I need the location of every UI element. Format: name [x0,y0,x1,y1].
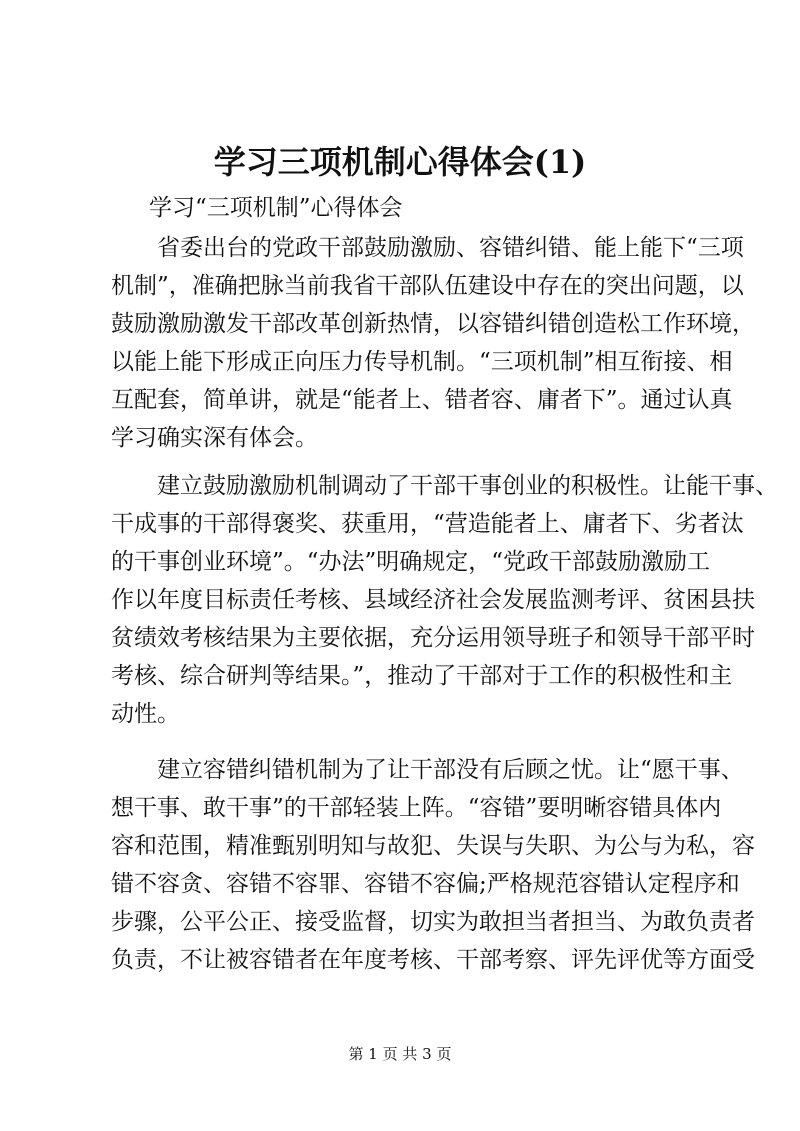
body-line: 鼓励激励激发干部改革创新热情，以容错纠错创造松工作环境， [111,311,755,337]
body-line: 想干事、敢干事”的干部轻装上阵。“容错”要明晰容错具体内 [111,795,722,821]
body-line: 错不容贪、容错不容罪、容错不容偏;严格规范容错认定程序和 [111,871,740,897]
body-line: 建立容错纠错机制为了让干部没有后顾之忧。让“愿干事、 [111,757,744,783]
document-subtitle: 学习“三项机制”心得体会 [149,195,403,221]
body-line: 步骤，公平公正、接受监督，切实为敢担当者担当、为敢负责者 [111,909,755,935]
body-line: 的干事创业环境”。“办法”明确规定，“党政干部鼓励激励工 [111,549,711,575]
body-line: 作以年度目标责任考核、县域经济社会发展监测考评、贫困县扶 [111,587,755,613]
body-line: 考核、综合研判等结果。”，推动了干部对于工作的积极性和主 [111,663,733,689]
body-line: 建立鼓励激励机制调动了干部干事创业的积极性。让能干事、 [111,473,778,499]
document-title: 学习三项机制心得体会(1) [213,143,587,181]
body-line: 机制”，准确把脉当前我省干部队伍建设中存在的突出问题，以 [111,273,744,299]
body-line: 以能上能下形成正向压力传导机制。“三项机制”相互衔接、相 [111,349,733,375]
body-line: 负责，不让被容错者在年度考核、干部考察、评先评优等方面受 [111,947,755,973]
page-footer: 第 1 页 共 3 页 [348,1045,452,1063]
body-line: 互配套，简单讲，就是“能者上、错者容、庸者下”。通过认真 [111,387,733,413]
body-line: 干成事的干部得褒奖、获重用，“营造能者上、庸者下、劣者汰 [111,511,744,537]
body-line: 省委出台的党政干部鼓励激励、容错纠错、能上能下“三项 [111,235,744,261]
body-line: 容和范围，精准甄别明知与故犯、失误与失职、为公与为私，容 [111,833,755,859]
body-line: 动性。 [111,701,180,727]
body-line: 学习确实深有体会。 [111,425,318,451]
body-line: 贫绩效考核结果为主要依据，充分运用领导班子和领导干部平时 [111,625,755,651]
